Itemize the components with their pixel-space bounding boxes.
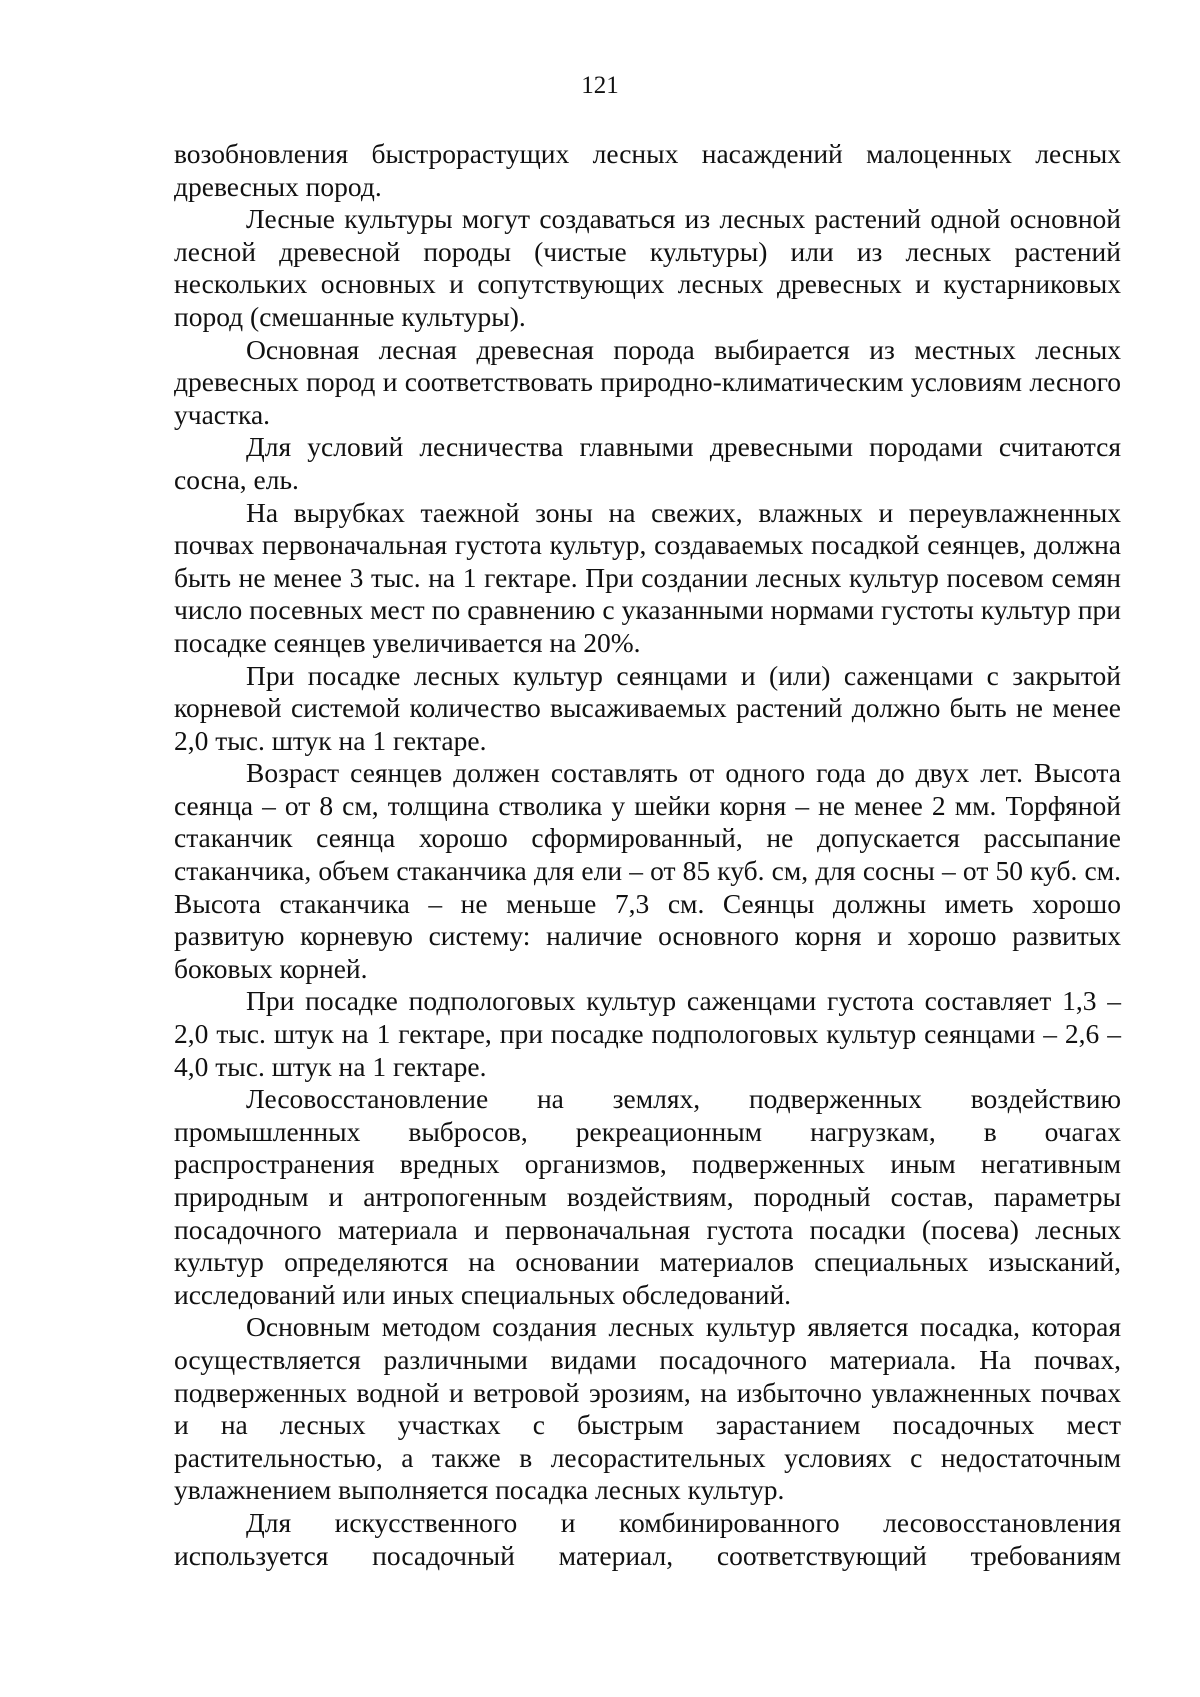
paragraph-7: Возраст сеянцев должен составлять от одного года до двух лет. Высота сеянца – от 8 см, толщина стволика у шейки корня – не менее 2 мм. Торфяной стаканчик сеянца хорошо сформированный, не допускается рассыпание стаканчика, объем стаканчика для ели – от 85 куб. см, для сосны – от 50 куб. см. Высота стаканчика – не меньше 7,3 см. Сеянцы должны иметь хорошо развитую корневую систему: наличие основного корня и хорошо развитых боковых корней.	[174, 757, 1121, 984]
paragraph-11: Для искусственного и комбинированного лесовосстановления используется посадочный материал, соответствующий требованиям	[174, 1506, 1121, 1571]
paragraph-8: При посадке подпологовых культур саженцами густота составляет 1,3 – 2,0 тыс. штук на 1 гектаре, при посадке подпологовых культур сеянцами – 2,6 – 4,0 тыс. штук на 1 гектаре.	[174, 985, 1121, 1082]
document-body	[174, 138, 1121, 1572]
paragraph-1: возобновления быстрорастущих лесных насаждений малоценных лесных древесных пород.	[174, 138, 1121, 202]
paragraph-2: Лесные культуры могут создаваться из лесных растений одной основной лесной древесной породы (чистые культуры) или из лесных растений нескольких основных и сопутствующих лесных древесных и кустарниковых пород (смешанные культуры).	[174, 203, 1121, 332]
paragraph-3: Основная лесная древесная порода выбирается из местных лесных древесных пород и соответствовать природно-климатическим условиям лесного участка.	[174, 333, 1121, 430]
paragraph-10: Основным методом создания лесных культур является посадка, которая осуществляется различными видами посадочного материала. На почвах, подверженных водной и ветровой эрозиям, на избыточно увлажненных почвах и на лесных участках с быстрым зарастанием посадочных мест растительностью, а также в лесорастительных условиях с недостаточным увлажнением выполняется посадка лесных культур.	[174, 1311, 1121, 1506]
paragraph-6: При посадке лесных культур сеянцами и (или) саженцами с закрытой корневой системой количество высаживаемых растений должно быть не менее 2,0 тыс. штук на 1 гектаре.	[174, 659, 1121, 756]
paragraph-9: Лесовосстановление на землях, подверженных воздействию промышленных выбросов, рекреационным нагрузкам, в очагах распространения вредных организмов, подверженных иным негативным природным и антропогенным воздействиям, породный состав, параметры посадочного материала и первоначальная густота посадки (посева) лесных культур определяются на основании материалов специальных изысканий, исследований или иных специальных обследований.	[174, 1083, 1121, 1310]
paragraph-4: Для условий лесничества главными древесными породами считаются сосна, ель.	[174, 431, 1121, 495]
page-number: 121	[581, 72, 619, 99]
paragraph-5: На вырубках таежной зоны на свежих, влажных и переувлажненных почвах первоначальная густота культур, создаваемых посадкой сеянцев, должна быть не менее 3 тыс. на 1 гектаре. При создании лесных культур посевом семян число посевных мест по сравнению с указанными нормами густоты культур при посадке сеянцев увеличивается на 20%.	[174, 496, 1121, 658]
